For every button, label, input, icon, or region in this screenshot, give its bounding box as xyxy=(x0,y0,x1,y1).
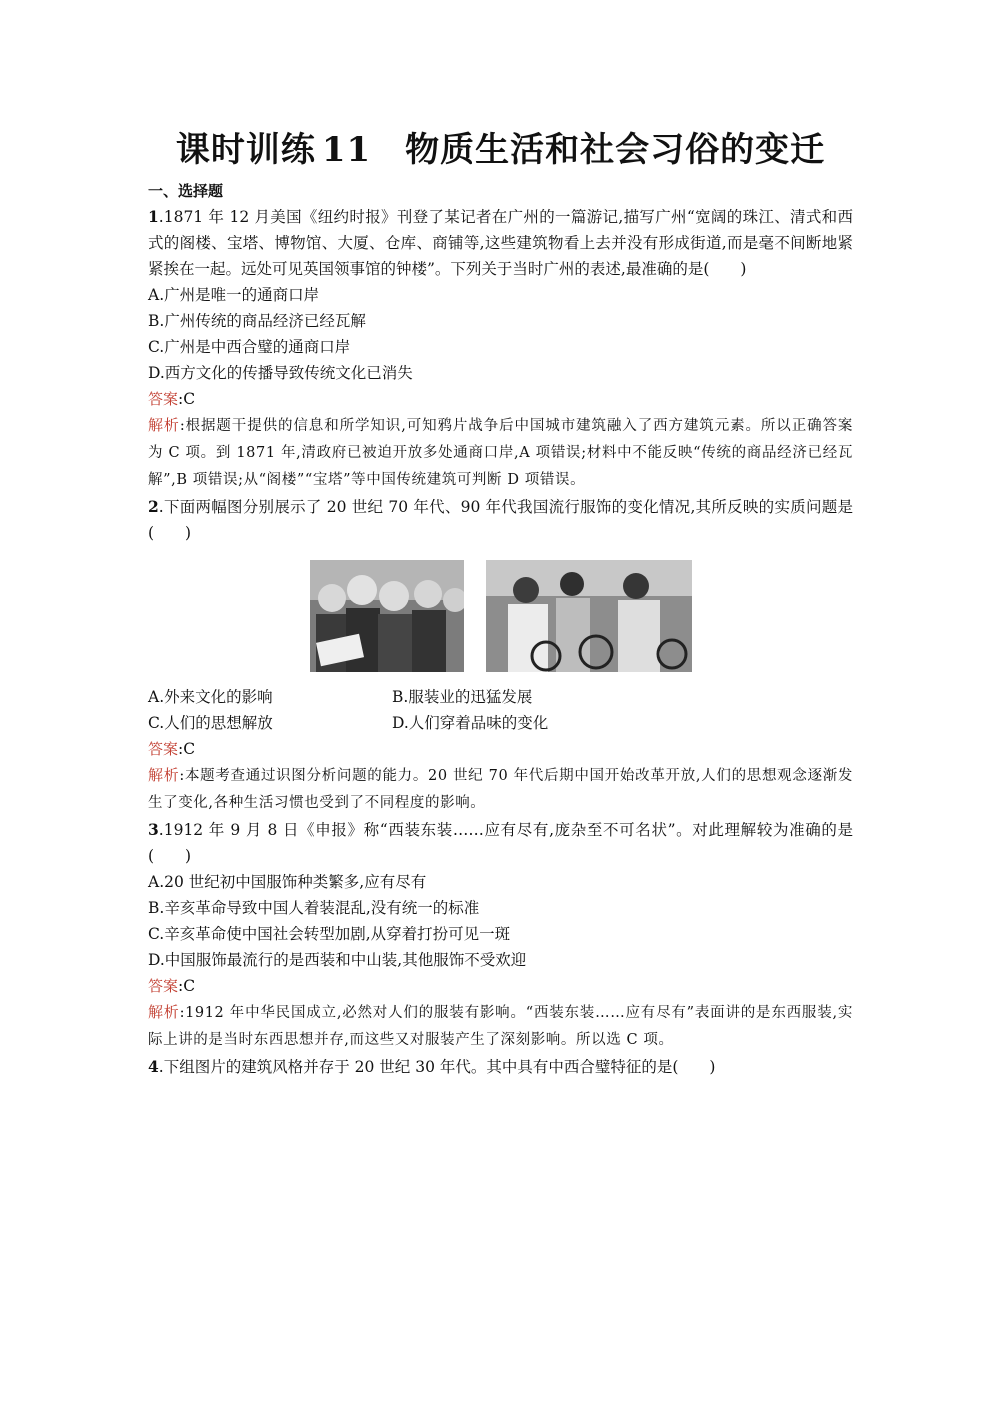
question-3-stem: 3.1912 年 9 月 8 日《申报》称“西装东装……应有尽有,庞杂至不可名状”。对此理解较为准确的是( ) xyxy=(148,820,853,865)
question-3-option-d: D.中国服饰最流行的是西装和中山装,其他服饰不受欢迎 xyxy=(148,951,527,969)
question-2-option-d: D.人们穿着品味的变化 xyxy=(392,714,549,732)
question-2-option-c: C.人们的思想解放 xyxy=(148,714,273,732)
question-3-option-b: B.辛亥革命导致中国人着装混乱,没有统一的标准 xyxy=(148,899,480,917)
question-3-option-a: A.20 世纪初中国服饰种类繁多,应有尽有 xyxy=(148,873,427,891)
question-1-stem: 1.1871 年 12 月美国《纽约时报》刊登了某记者在广州的一篇游记,描写广州“宽阔的珠江、清式和西式的阁楼、宝塔、博物馆、大厦、仓库、商铺等,这些建筑物看上去并没有形成街道,而是毫不间断地紧紧挨在一起。远处可见英国领事馆的钟楼”。下列关于当时广州的表述,最准确的是( ) xyxy=(148,207,853,278)
question-1-option-d: D.西方文化的传播导致传统文化已消失 xyxy=(148,364,413,382)
question-1-answer: 答案:C xyxy=(148,390,196,408)
photo-1970s-illustration xyxy=(310,560,464,672)
question-2-explanation: 解析:本题考查通过识图分析问题的能力。20 世纪 70 年代后期中国开始改革开放,人们的思想观念逐渐发生了变化,各种生活习惯也受到了不同程度的影响。 xyxy=(148,766,854,811)
document-page xyxy=(148,128,853,1080)
page-title: 课时训练 11 物质生活和社会习俗的变迁 xyxy=(175,130,826,170)
question-3-explanation: 解析:1912 年中华民国成立,必然对人们的服装有影响。“西装东装……应有尽有”表面讲的是东西服装,实际上讲的是当时东西思想并存,而这些又对服装产生了深刻影响。所以选 C 项。 xyxy=(148,1003,853,1048)
photo-1990s-illustration xyxy=(486,560,692,672)
question-3-option-c: C.辛亥革命使中国社会转型加剧,从穿着打扮可见一斑 xyxy=(148,925,511,943)
question-1-option-b: B.广州传统的商品经济已经瓦解 xyxy=(148,312,366,330)
question-2-answer: 答案:C xyxy=(148,740,196,758)
photo-1970s-clothing xyxy=(310,560,464,672)
question-2-option-a: A.外来文化的影响 xyxy=(148,688,273,706)
question-1-explanation: 解析:根据题干提供的信息和所学知识,可知鸦片战争后中国城市建筑融入了西方建筑元素。所以正确答案为 C 项。到 1871 年,清政府已被迫开放多处通商口岸,A 项错误;材料中不能反映“传统的商品经济已经瓦解”,B 项错误;从“阁楼”“宝塔”等中国传统建筑可判断 D 项错误。 xyxy=(148,416,853,488)
question-2-options-row-1 xyxy=(148,684,853,710)
photo-1990s-clothing xyxy=(486,560,692,672)
question-2-photos xyxy=(148,560,853,672)
question-2-stem: 2.下面两幅图分别展示了 20 世纪 70 年代、90 年代我国流行服饰的变化情况,其所反映的实质问题是( ) xyxy=(148,497,853,542)
question-3-answer: 答案:C xyxy=(148,977,196,995)
section-heading: 一、选择题 xyxy=(148,182,224,200)
question-2-options-row-2 xyxy=(148,710,853,736)
question-2-option-b: B.服装业的迅猛发展 xyxy=(392,688,533,706)
question-4-stem: 4.下组图片的建筑风格并存于 20 世纪 30 年代。其中具有中西合璧特征的是( ) xyxy=(148,1057,716,1076)
question-1-option-c: C.广州是中西合璧的通商口岸 xyxy=(148,338,351,356)
question-1-option-a: A.广州是唯一的通商口岸 xyxy=(148,286,320,304)
